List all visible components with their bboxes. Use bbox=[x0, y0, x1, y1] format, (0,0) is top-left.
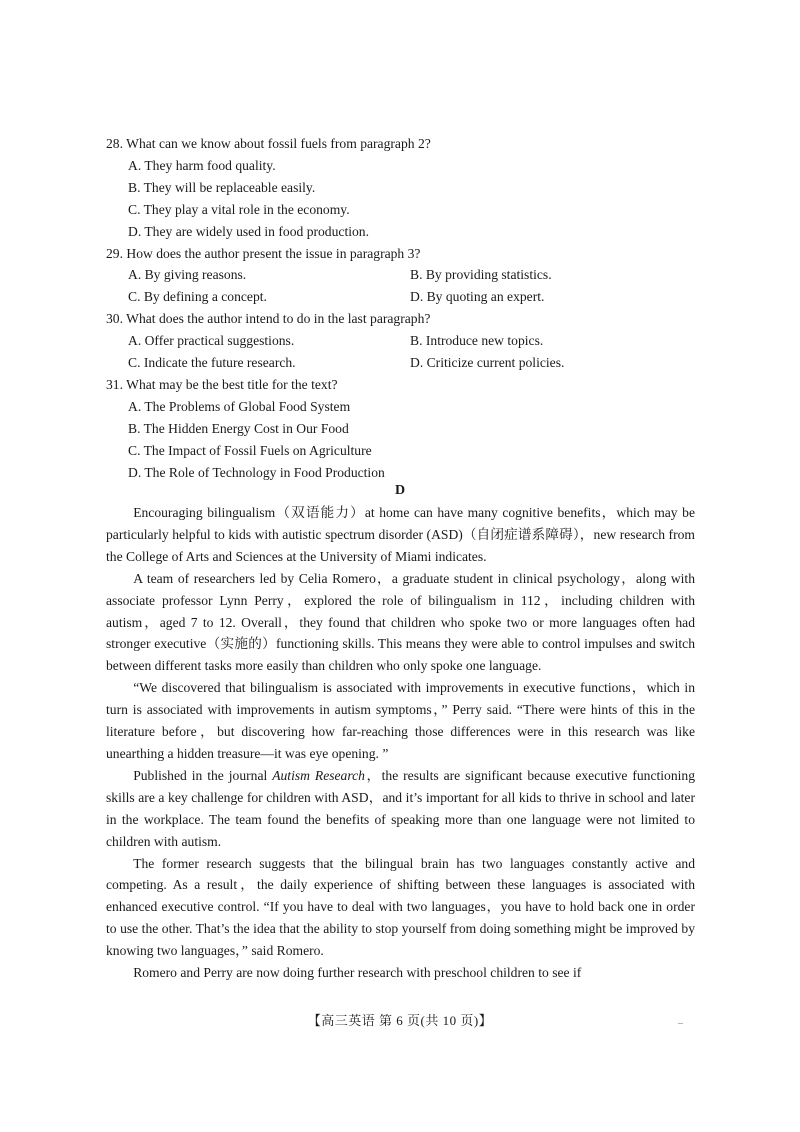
question-option: B. The Hidden Energy Cost in Our Food bbox=[128, 420, 349, 436]
question-option: A. The Problems of Global Food System bbox=[128, 398, 351, 414]
journal-name: Autism Research bbox=[272, 767, 365, 783]
section-title: D bbox=[394, 483, 406, 498]
corner-mark: – bbox=[678, 1018, 683, 1029]
option-row bbox=[106, 352, 706, 374]
option-row bbox=[106, 264, 706, 286]
question-stem: 30. What does the author intend to do in the last paragraph? bbox=[106, 311, 431, 327]
question-option: A. They harm food quality. bbox=[128, 157, 276, 173]
question-stem: 29. How does the author present the issue in paragraph 3? bbox=[106, 245, 421, 261]
question-option: B. They will be replaceable easily. bbox=[128, 179, 316, 195]
passage-paragraph: Encouraging bilingualism（双语能力）at home can have many cognitive benefits，which may be particularly helpful to kids with autistic spectrum disorder (ASD)（自闭症谱系障碍），new research from the College of Arts and Sciences at the University of Miami indicates. bbox=[106, 505, 695, 564]
passage-paragraph: “We discovered that bilingualism is associated with improvements in executive functions，which in turn is associated with improvements in autism symptoms，” Perry said. “There were hints of this in the literature before，but discovering how far-reaching those differences were in this research was like unearthing a hidden treasure—it was eye opening. ” bbox=[106, 680, 695, 761]
question-option: B. By providing statistics. bbox=[410, 267, 552, 283]
reading-passage bbox=[106, 502, 695, 984]
paragraph-text: ，the results are significant because executive functioning skills are a key challenge for children with ASD，and it’s important for all kids to thrive in school and later in the workplace. The team found the benefits of speaking more than one language were not limited to children with autism. bbox=[106, 767, 696, 849]
question-list bbox=[106, 133, 706, 484]
question-option: B. Introduce new topics. bbox=[410, 333, 544, 349]
passage-paragraph: The former research suggests that the bilingual brain has two languages constantly active and competing. As a result，the daily experience of shifting between these languages is associated with enhanced executive control. “If you have to deal with two languages，you have to hold back one in order to use the other. That’s the idea that the ability to stop yourself from doing something might be improved by knowing two languages，” said Romero. bbox=[106, 855, 695, 959]
question-option: D. Criticize current policies. bbox=[410, 355, 565, 371]
option-row bbox=[106, 330, 706, 352]
question-option: A. By giving reasons. bbox=[128, 267, 247, 283]
passage-paragraph: Romero and Perry are now doing further research with preschool children to see if bbox=[133, 965, 582, 981]
question-option: C. The Impact of Fossil Fuels on Agriculture bbox=[128, 442, 372, 458]
paragraph-text: Published in the journal bbox=[133, 767, 273, 783]
question-option: D. The Role of Technology in Food Production bbox=[128, 464, 385, 480]
question-option: D. They are widely used in food production. bbox=[128, 223, 369, 239]
question-stem: 28. What can we know about fossil fuels from paragraph 2? bbox=[106, 136, 431, 151]
passage-paragraph bbox=[106, 765, 695, 853]
option-row bbox=[106, 286, 706, 308]
passage-paragraph: A team of researchers led by Celia Romero，a graduate student in clinical psychology，along with associate professor Lynn Perry，explored the role of bilingualism in 112，including children with autism，aged 7 to 12. Overall，they found that children who spoke two or more languages often had stronger executive（实施的）functioning skills. This means they were able to control impulses and switch between different tasks more easily than children who only spoke one language. bbox=[106, 570, 695, 674]
question-option: A. Offer practical suggestions. bbox=[128, 333, 295, 349]
question-option: C. Indicate the future research. bbox=[128, 355, 296, 371]
question-option: D. By quoting an expert. bbox=[410, 289, 545, 305]
question-stem: 31. What may be the best title for the text? bbox=[106, 376, 338, 392]
page-footer: 【高三英语 第 6 页(共 10 页)】 bbox=[307, 1013, 493, 1028]
question-option: C. By defining a concept. bbox=[128, 289, 267, 305]
question-option: C. They play a vital role in the economy. bbox=[128, 201, 350, 217]
